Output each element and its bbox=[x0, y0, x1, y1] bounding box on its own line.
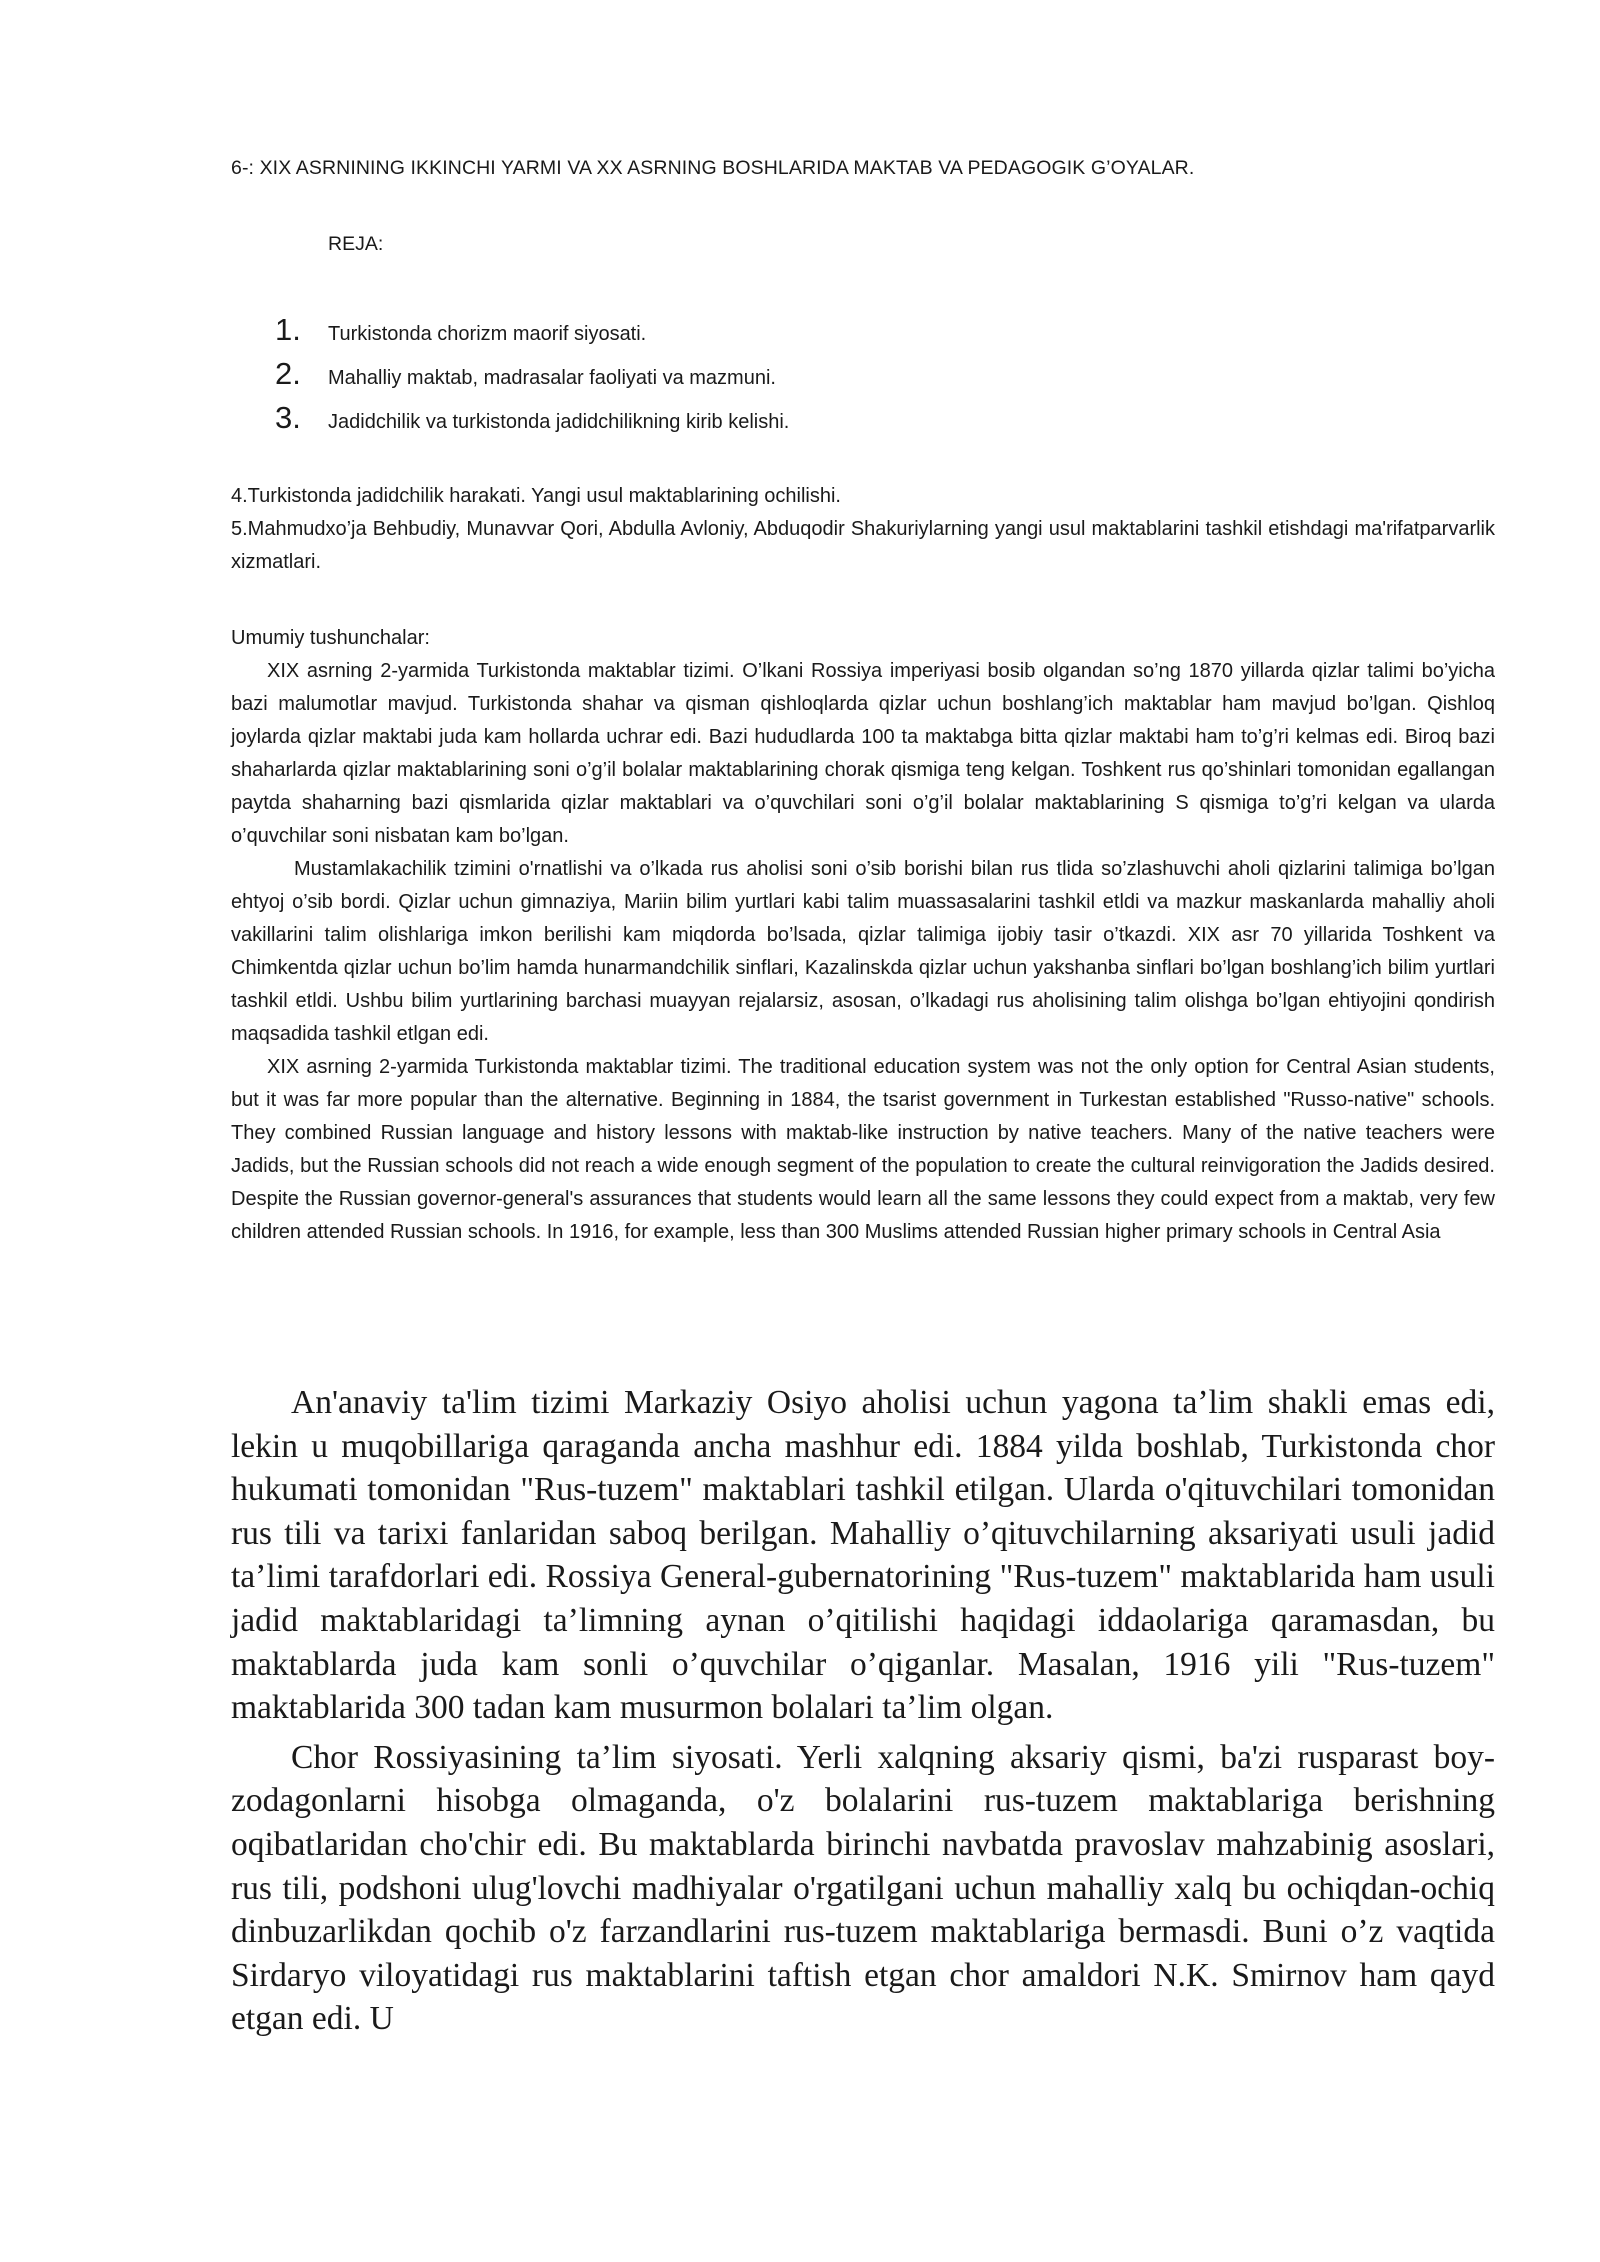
lecture-heading: 6-: XIX ASRNINING IKKINCHI YARMI VA XX ASRNING BOSHLARIDA MAKTAB VA PEDAGOGIK G’OYALAR. bbox=[231, 157, 1195, 179]
plan-item-number: 3. bbox=[275, 400, 301, 435]
plan-item-1 bbox=[275, 308, 789, 352]
concepts-paragraph-2: Mustamlakachilik tzimini o'rnatlishi va o’lkada rus aholisi soni o’sib borishi bilan rus tlida so’zlashuvchi aholi qizlarini talimiga bo’lgan ehtyoj o’sib bordi. Qizlar uchun gimnaziya, Mariin bilim yurtlari kabi talim muassasalarini tashkil etldi va mazkur maskanlarda mahalliy aholi vakillarini talim olishlariga imkon berilishi kam miqdorda bo’lsada, qizlar talimiga ijobiy tasir o’tkazdi. XIX asr 70 yillarida Toshkent va Chimkentda qizlar uchun bo’lim hamda hunarmandchilik sinflari, Kazalinskda qizlar uchun yakshanba sinflari bo’lgan boshlang’ich bilim yurtlari tashkil etldi. Ushbu bilim yurtlarining barchasi muayyan rejalarsiz, asosan, o’lkadagi rus aholisining talim olishga bo’lgan ehtiyojini qondirish maqsadida tashkil etlgan edi. bbox=[231, 858, 1495, 1045]
body-paragraph-1: An'anaviy ta'lim tizimi Markaziy Osiyo aholisi uchun yagona ta’lim shakli emas edi, lekin u muqobillariga qaraganda ancha mashhur edi. 1884 yilda boshlab, Turkistonda chor hukumati tomonidan "Rus-tuzem" maktablari tashkil etilgan. Ularda o'qituvchilari tomonidan rus tili va tarixi fanlaridan saboq berilgan. Mahalliy o’qituvchilarning aksariyati usuli jadid ta’limi tarafdorlari edi. Rossiya General-gubernatorining "Rus-tuzem" maktablarida ham usuli jadid maktablaridagi ta’limning aynan o’qitilishi haqidagi iddaolariga qaramasdan, bu maktablarda juda kam sonli o’quvchilar o’qiganlar. Masalan, 1916 yili "Rus-tuzem" maktablarida 300 tadan kam musurmon bolalari ta’lim olgan. bbox=[231, 1384, 1495, 1727]
plan-item-text: Mahalliy maktab, madrasalar faoliyati va mazmuni. bbox=[328, 367, 776, 389]
plan-extra-items bbox=[231, 480, 1495, 579]
plan-item-number: 1. bbox=[275, 312, 301, 347]
plan-item-text: Turkistonda chorizm maorif siyosati. bbox=[328, 323, 647, 345]
plan-title: REJA: bbox=[328, 233, 384, 255]
plan-item-3 bbox=[275, 396, 789, 440]
body-paragraph-2: Chor Rossiyasining ta’lim siyosati. Yerli xalqning aksariy qismi, ba'zi rusparast boy-zodagonlarni hisobga olmaganda, o'z bolalarini rus-tuzem maktablariga berishning oqibatlaridan cho'chir edi. Bu maktablarda birinchi navbatda pravoslav mahzabinig asoslari, rus tili, podshoni ulug'lovchi madhiyalar o'rgatilgani uchun mahalliy xalq bu ochiqdan-ochiq dinbuzarlikdan qochib o'z farzandlarini rus-tuzem maktablariga bermasdi. Buni o’z vaqtida Sirdaryo viloyatidagi rus maktablarini taftish etgan chor amaldori N.K. Smirnov ham qayd etgan edi. U bbox=[231, 1738, 1495, 2038]
concepts-title: Umumiy tushunchalar: bbox=[231, 627, 430, 649]
plan-item-5: 5.Mahmudxo’ja Behbudiy, Munavvar Qori, Abdulla Avloniy, Abduqodir Shakuriylarning yangi usul maktablarini tashkil etishdagi ma'rifatparvarlik xizmatlari. bbox=[231, 518, 1495, 573]
main-body-text bbox=[231, 1381, 1495, 2047]
general-concepts-section bbox=[231, 622, 1495, 1249]
plan-item-4: 4.Turkistonda jadidchilik harakati. Yangi usul maktablarining ochilishi. bbox=[231, 485, 841, 507]
plan-list bbox=[275, 308, 789, 440]
plan-item-2 bbox=[275, 352, 789, 396]
plan-item-text: Jadidchilik va turkistonda jadidchilikning kirib kelishi. bbox=[328, 411, 790, 433]
plan-item-number: 2. bbox=[275, 356, 301, 391]
concepts-paragraph-3: XIX asrning 2-yarmida Turkistonda maktablar tizimi. The traditional education system was not the only option for Central Asian students, but it was far more popular than the alternative. Beginning in 1884, the tsarist government in Turkestan established "Russo-native" schools. They combined Russian language and history lessons with maktab-like instruction by native teachers. Many of the native teachers were Jadids, but the Russian schools did not reach a wide enough segment of the population to create the cultural reinvigoration the Jadids desired. Despite the Russian governor-general's assurances that students would learn all the same lessons they could expect from a maktab, very few children attended Russian schools. In 1916, for example, less than 300 Muslims attended Russian higher primary schools in Central Asia bbox=[231, 1056, 1495, 1243]
concepts-paragraph-1: XIX asrning 2-yarmida Turkistonda maktablar tizimi. O’lkani Rossiya imperiyasi bosib olgandan so’ng 1870 yillarda qizlar talimi bo’yicha bazi malumotlar mavjud. Turkistonda shahar va qisman qishloqlarda qizlar uchun boshlang’ich maktablar ham mavjud bo’lgan. Qishloq joylarda qizlar maktabi juda kam hollarda uchrar edi. Bazi hududlarda 100 ta maktabga bitta qizlar maktabi ham to’g’ri kelmas edi. Biroq bazi shaharlarda qizlar maktablarining soni o’g’il bolalar maktablarining chorak qismiga teng kelgan. Toshkent rus qo’shinlari tomonidan egallangan paytda shaharning bazi qismlarida qizlar maktablari va o’quvchilari soni o’g’il bolalar maktablarining S qismiga to’g’ri kelgan va ularda o’quvchilar soni nisbatan kam bo’lgan. bbox=[231, 660, 1495, 847]
